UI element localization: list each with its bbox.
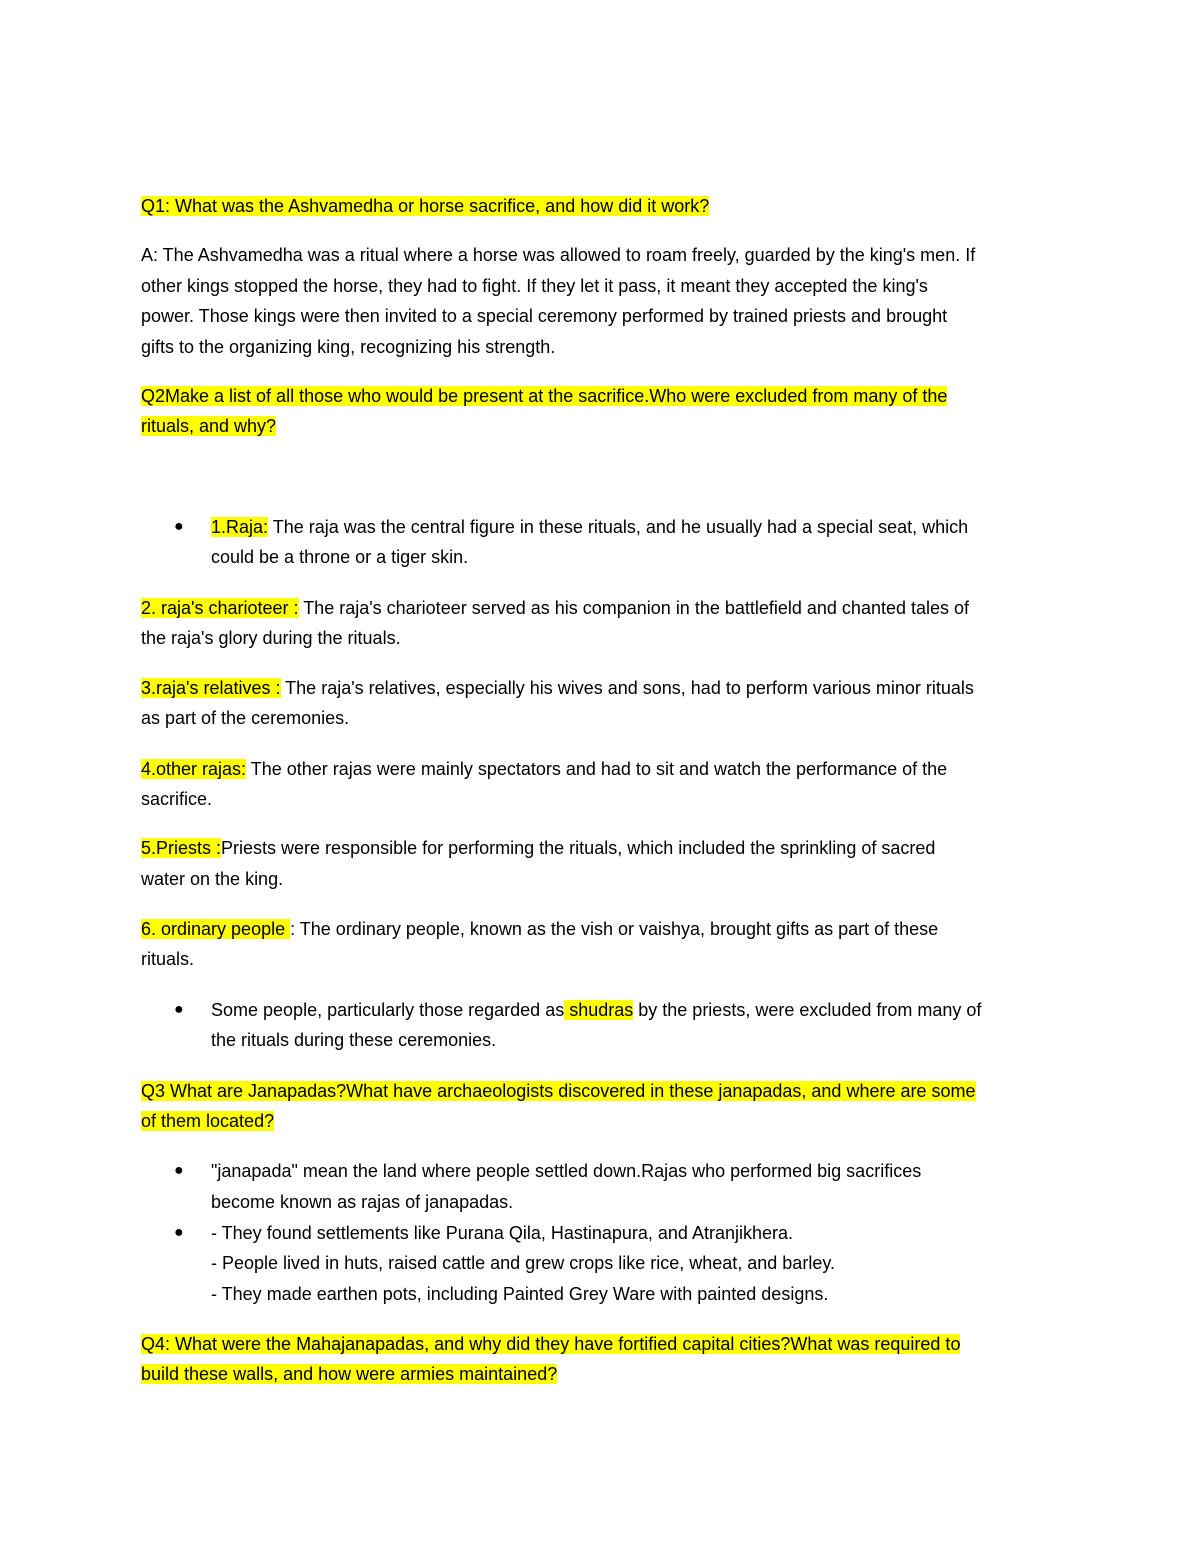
list-item-other-rajas-cont: sacrifice. (141, 789, 213, 809)
bullet-icon: ● (174, 1224, 184, 1241)
q2-question-line: rituals, and why? (141, 416, 277, 436)
q1-answer-line: other kings stopped the horse, they had to fight. If they let it pass, it meant they accepted the king's (141, 276, 928, 296)
list-item-ordinary-people: 6. ordinary people : The ordinary people, known as the vish or vaishya, brought gifts as part of these (141, 919, 939, 939)
list-item-relatives-cont: as part of the ceremonies. (141, 708, 350, 728)
bullet-icon: ● (174, 1001, 184, 1018)
q1-answer-line: power. Those kings were then invited to a special ceremony performed by trained priests and brought (141, 306, 948, 326)
list-item-relatives: 3.raja's relatives : The raja's relatives, especially his wives and sons, had to perform various minor rituals (141, 678, 974, 698)
q2-question-line: Q2Make a list of all those who would be present at the sacrifice.Who were excluded from many of the (141, 386, 948, 406)
q4-question-line: Q4: What were the Mahajanapadas, and why did they have fortified capital cities?What was required to (141, 1334, 961, 1354)
excluded-note: Some people, particularly those regarded as shudras by the priests, were excluded from many of (211, 1000, 982, 1020)
q4-question-line: build these walls, and how were armies maintained? (141, 1364, 558, 1384)
list-item-raja: 1.Raja: The raja was the central figure in these rituals, and he usually had a special seat, which (211, 517, 969, 537)
list-item-charioteer-cont: the raja's glory during the rituals. (141, 628, 401, 648)
list-item-priests: 5.Priests :Priests were responsible for performing the rituals, which included the sprinkling of sacred (141, 838, 936, 858)
list-item-charioteer: 2. raja's charioteer : The raja's charioteer served as his companion in the battlefield and chanted tales of (141, 598, 970, 618)
q1-answer-line: gifts to the organizing king, recognizing his strength. (141, 337, 556, 357)
q3-bullet-line: - They found settlements like Purana Qila, Hastinapura, and Atranjikhera. (211, 1223, 793, 1243)
q3-bullet-line: - They made earthen pots, including Painted Grey Ware with painted designs. (211, 1284, 829, 1304)
list-item-ordinary-people-cont: rituals. (141, 949, 195, 969)
q3-question-line: of them located? (141, 1111, 275, 1131)
q1-question: Q1: What was the Ashvamedha or horse sacrifice, and how did it work? (141, 196, 710, 216)
shudras-highlight: shudras (564, 1000, 634, 1020)
list-item-other-rajas: 4.other rajas: The other rajas were mainly spectators and had to sit and watch the performance of the (141, 759, 948, 779)
list-item-priests-cont: water on the king. (141, 869, 284, 889)
q3-question-line: Q3 What are Janapadas?What have archaeologists discovered in these janapadas, and where are some (141, 1081, 976, 1101)
bullet-icon: ● (174, 1162, 184, 1179)
excluded-note-cont: the rituals during these ceremonies. (211, 1030, 497, 1050)
list-item-raja-cont: could be a throne or a tiger skin. (211, 547, 469, 567)
q3-bullet-line: "janapada" mean the land where people settled down.Rajas who performed big sacrifices (211, 1161, 922, 1181)
q1-answer-line: A: The Ashvamedha was a ritual where a horse was allowed to roam freely, guarded by the king's men. If (141, 245, 976, 265)
q3-bullet-line: become known as rajas of janapadas. (211, 1192, 514, 1212)
q3-bullet-line: - People lived in huts, raised cattle and grew crops like rice, wheat, and barley. (211, 1253, 835, 1273)
bullet-icon: ● (174, 518, 184, 535)
